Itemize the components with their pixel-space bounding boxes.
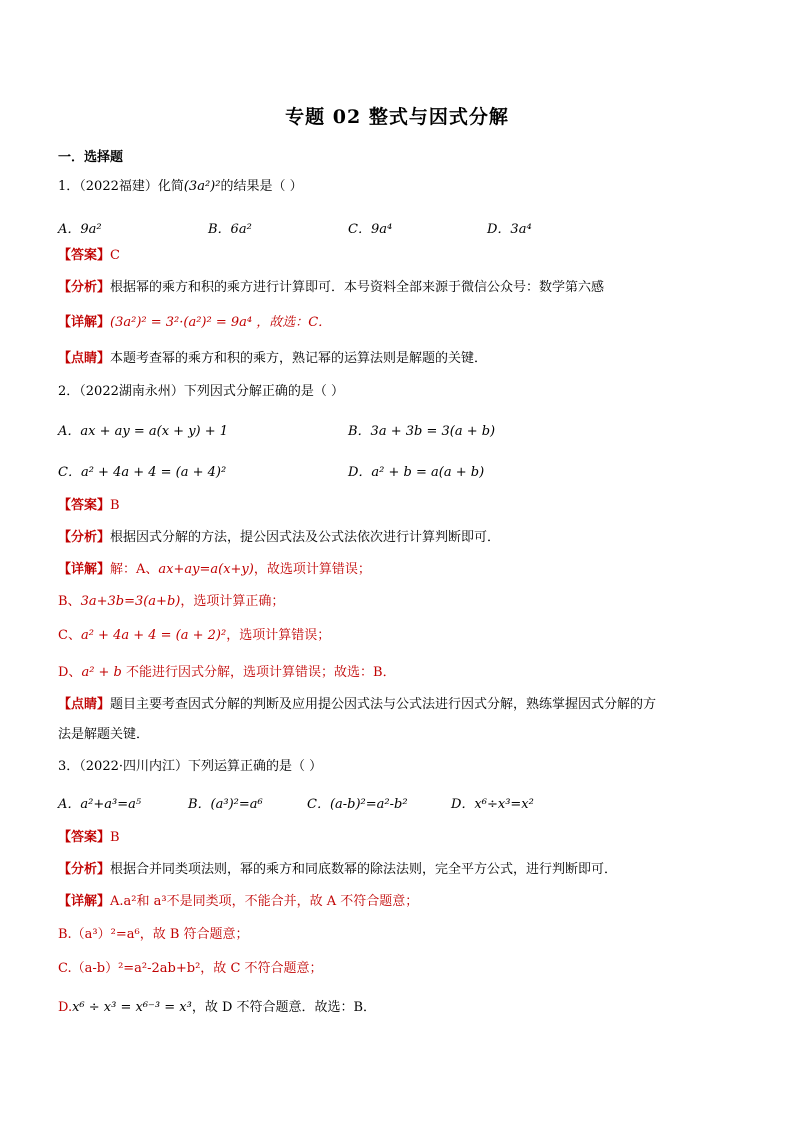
detail-text: ，故 D 不符合题意．故选：B． (191, 1000, 377, 1015)
analysis-text: 根据合并同类项法则，幂的乘方和同底数幂的除法法则，完全平方公式，进行判断即可． (110, 862, 618, 877)
page-title: 专题 02 整式与因式分解 (285, 106, 509, 128)
question-1-expression: (3a²)² (183, 179, 221, 194)
q3-detail-3 (58, 960, 323, 978)
detail-text: D. (58, 1000, 73, 1015)
q1-option-d: D．3a⁴ (487, 222, 532, 237)
detail-tag: 【详解】 (58, 562, 111, 577)
detail-text: B.（a³）²=a⁶，故 B 符合题意； (58, 927, 249, 942)
q3-detail-4 (58, 999, 376, 1017)
q3-detail-1 (58, 893, 418, 911)
q2-detail-4 (58, 664, 396, 682)
detail-expression: a² + 4a + 4 = (a + 2)² (80, 628, 227, 643)
question-1-stem (58, 178, 303, 196)
detail-text: C.（a-b）²=a²-2ab+b²，故 C 不符合题意； (58, 961, 323, 976)
comment-text: 题目主要考查因式分解的判断及应用提公因式法与公式法进行因式分解，熟练掌握因式分解的方 (110, 697, 657, 712)
q3-answer (58, 829, 120, 847)
q1-detail (58, 314, 331, 332)
detail-text: A.a²和 a³不是同类项，不能合并，故 A 不符合题意； (110, 894, 419, 909)
analysis-tag: 【分析】 (58, 530, 111, 545)
q1-option-c: C．9a⁴ (348, 222, 393, 237)
analysis-tag: 【分析】 (58, 862, 111, 877)
analysis-tag: 【分析】 (58, 280, 111, 295)
detail-text: C、 (58, 628, 81, 643)
q2-option-a: A．ax + ay = a(x + y) + 1 (58, 424, 229, 439)
detail-text: 解：A、 (110, 562, 159, 577)
q2-detail-3 (58, 627, 330, 645)
detail-text: ，选项计算错误； (226, 628, 331, 643)
detail-expression: ax+ay=a(x+y) (158, 562, 254, 577)
q3-option-c: C．(a-b)²=a²-b² (307, 797, 408, 812)
q2-detail-2 (58, 593, 284, 611)
comment-text: 本题考查幂的乘方和积的乘方，熟记幂的运算法则是解题的关键． (110, 351, 488, 366)
answer-value: C (110, 248, 120, 263)
q2-answer (58, 497, 120, 515)
q2-detail-1 (58, 561, 371, 579)
comment-tag: 【点睛】 (58, 351, 111, 366)
detail-text: ，选项计算正确； (180, 594, 285, 609)
q2-option-b: B．3a + 3b = 3(a + b) (348, 424, 496, 439)
detail-text: (3a²)² = 3²·(a²)² = 9a⁴ ，故选：C． (110, 315, 332, 330)
q3-option-b: B．(a³)²=a⁶ (188, 797, 263, 812)
section-heading: 一．选择题 (58, 150, 124, 165)
q3-option-d: D．x⁶÷x³=x² (451, 797, 534, 812)
q2-comment-2: 法是解题关键． (58, 727, 150, 742)
question-1-stem-tail: 的结果是（ ） (220, 179, 303, 194)
question-3-stem: 3．（2022·四川内江）下列运算正确的是（ ） (58, 759, 323, 774)
comment-tag: 【点睛】 (58, 697, 111, 712)
q2-option-c: C．a² + 4a + 4 = (a + 4)² (58, 465, 227, 480)
detail-text: 不能进行因式分解，选项计算错误；故选：B． (121, 665, 396, 680)
question-1-stem-text: 1．（2022福建）化简 (58, 179, 184, 194)
answer-value: B (110, 830, 120, 845)
detail-expression: x⁶ ÷ x³ = x⁶⁻³ = x³ (72, 1000, 192, 1015)
q1-option-b: B．6a² (208, 222, 252, 237)
analysis-text: 根据因式分解的方法，提公因式法及公式法依次进行计算判断即可． (110, 530, 501, 545)
q2-analysis (58, 529, 500, 547)
q3-option-a: A．a²+a³=a⁵ (58, 797, 142, 812)
q2-option-d: D．a² + b = a(a + b) (348, 465, 485, 480)
analysis-text: 根据幂的乘方和积的乘方进行计算即可．本号资料全部来源于微信公众号：数学第六感 (110, 280, 605, 295)
q1-comment (58, 350, 487, 368)
detail-text: D、 (58, 665, 82, 680)
q2-comment-1 (58, 696, 656, 714)
q1-answer (58, 247, 120, 265)
q3-detail-2 (58, 926, 249, 944)
answer-value: B (110, 498, 120, 513)
question-2-stem: 2．（2022湖南永州）下列因式分解正确的是（ ） (58, 384, 344, 399)
q1-option-a: A．9a² (58, 222, 102, 237)
detail-tag: 【详解】 (58, 315, 111, 330)
answer-tag: 【答案】 (58, 830, 111, 845)
detail-text: B、 (58, 594, 81, 609)
detail-tag: 【详解】 (58, 894, 111, 909)
answer-tag: 【答案】 (58, 248, 111, 263)
detail-text: ，故选项计算错误； (253, 562, 371, 577)
detail-expression: a² + b (81, 665, 122, 680)
q3-analysis (58, 861, 617, 879)
detail-expression: 3a+3b=3(a+b) (80, 594, 181, 609)
answer-tag: 【答案】 (58, 498, 111, 513)
q1-analysis (58, 279, 604, 297)
